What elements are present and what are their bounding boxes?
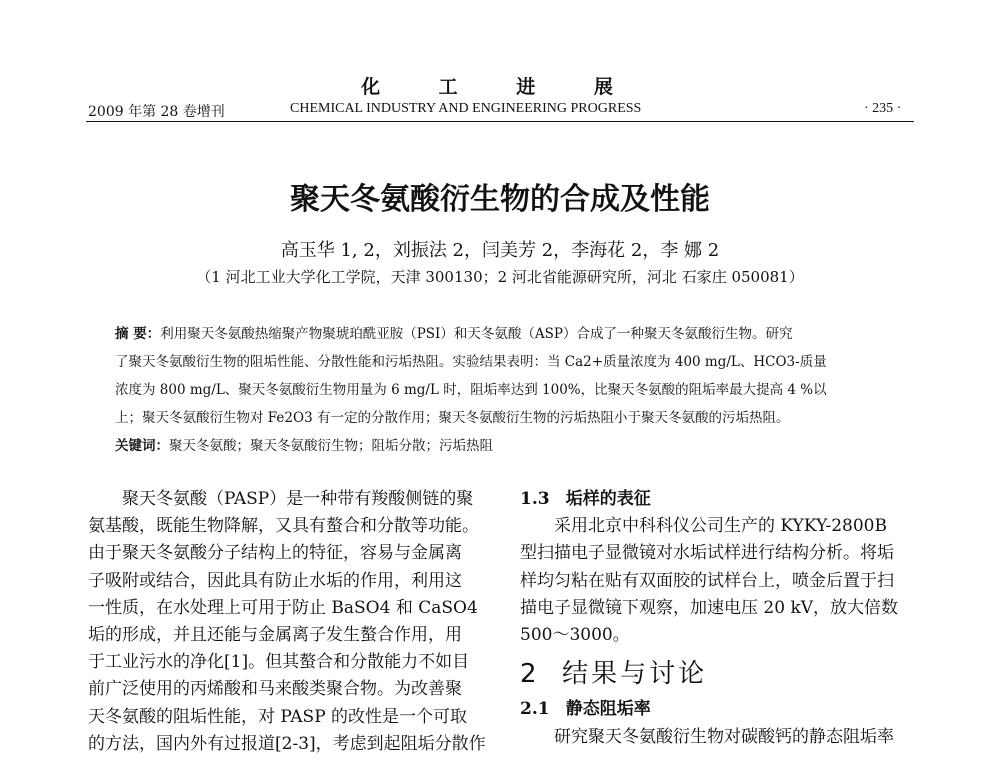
section-heading-2: 2 结果与讨论 (520, 659, 708, 690)
abstract-line: 浓度为 800 mg/L、聚天冬氨酸衍生物用量为 6 mg/L 时，阻垢率达到 100%，比聚天冬氨酸的阻垢率最大提高 4 %以 (115, 382, 827, 398)
keywords-label: 关键词： (115, 438, 169, 454)
keywords-line (115, 434, 885, 454)
body-line: 描电子显微镜下观察，加速电压 20 kV，放大倍数 (520, 597, 899, 618)
body-line: 氨基酸，既能生物降解，又具有螯合和分散等功能。 (88, 516, 479, 537)
journal-title-cn: 化 工 进 展 (361, 76, 639, 98)
paper-title: 聚天冬氨酸衍生物的合成及性能 (290, 182, 710, 217)
body-line: 一性质，在水处理上可用于防止 BaSO4 和 CaSO4 (88, 597, 478, 618)
body-line: 型扫描电子显微镜对水垢试样进行结构分析。将垢 (520, 543, 894, 564)
body-line: 样均匀粘在贴有双面胶的试样台上，喷金后置于扫 (520, 570, 894, 591)
body-line: 子吸附或结合，因此具有防止水垢的作用，利用这 (88, 570, 462, 591)
issue-info: 2009 年第 28 卷增刊 (88, 104, 225, 120)
body-line: 垢的形成，并且还能与金属离子发生螯合作用，用 (88, 625, 462, 646)
right-column (520, 486, 920, 751)
header-rule (86, 121, 914, 122)
body-line: 前广泛使用的丙烯酸和马来酸类聚合物。为改善聚 (88, 679, 462, 700)
author-list: 高玉华 1, 2，刘振法 2，闫美芳 2，李海花 2，李 娜 2 (280, 240, 720, 261)
body-line: 于工业污水的净化[1]。但其螯合和分散能力不如目 (88, 652, 470, 673)
page-number: · 235 · (864, 101, 902, 116)
journal-title-en: CHEMICAL INDUSTRY AND ENGINEERING PROGRESS (290, 101, 642, 116)
body-line: 的方法，国内外有过报道[2-3]，考虑到起阻垢分散作 (88, 733, 486, 754)
abstract-line: 了聚天冬氨酸衍生物的阻垢性能、分散性能和污垢热阻。实验结果表明：当 Ca2+质量浓度为 400 mg/L、HCO3-质量 (115, 354, 827, 370)
keywords-text: 聚天冬氨酸；聚天冬氨酸衍生物；阻垢分散；污垢热阻 (169, 438, 493, 454)
body-line: 500～3000。 (520, 625, 630, 646)
section-heading-2-1: 2.1 静态阻垢率 (520, 699, 651, 720)
left-column (88, 486, 496, 758)
body-line: 天冬氨酸的阻垢性能，对 PASP 的改性是一个可取 (88, 706, 468, 727)
abstract-label: 摘 要： (115, 326, 161, 342)
body-line: 研究聚天冬氨酸衍生物对碳酸钙的静态阻垢率 (554, 726, 894, 747)
affiliations: （1 河北工业大学化工学院，天津 300130；2 河北省能源研究所，河北 石家庄 050081） (196, 268, 804, 286)
body-line: 由于聚天冬氨酸分子结构上的特征，容易与金属离 (88, 543, 462, 564)
body-line: 聚天冬氨酸（PASP）是一种带有羧酸侧链的聚 (122, 489, 474, 509)
body-line: 采用北京中科科仪公司生产的 KYKY-2800B (554, 516, 887, 537)
abstract-line: 上；聚天冬氨酸衍生物对 Fe2O3 有一定的分散作用；聚天冬氨酸衍生物的污垢热阻小于聚天冬氨酸的污垢热阻。 (115, 410, 790, 426)
abstract-line: 摘 要：利用聚天冬氨酸热缩聚产物聚琥珀酰亚胺（PSI）和天冬氨酸（ASP）合成了一种聚天冬氨酸衍生物。研究 (115, 326, 793, 342)
section-heading-1-3: 1.3 垢样的表征 (520, 489, 651, 509)
